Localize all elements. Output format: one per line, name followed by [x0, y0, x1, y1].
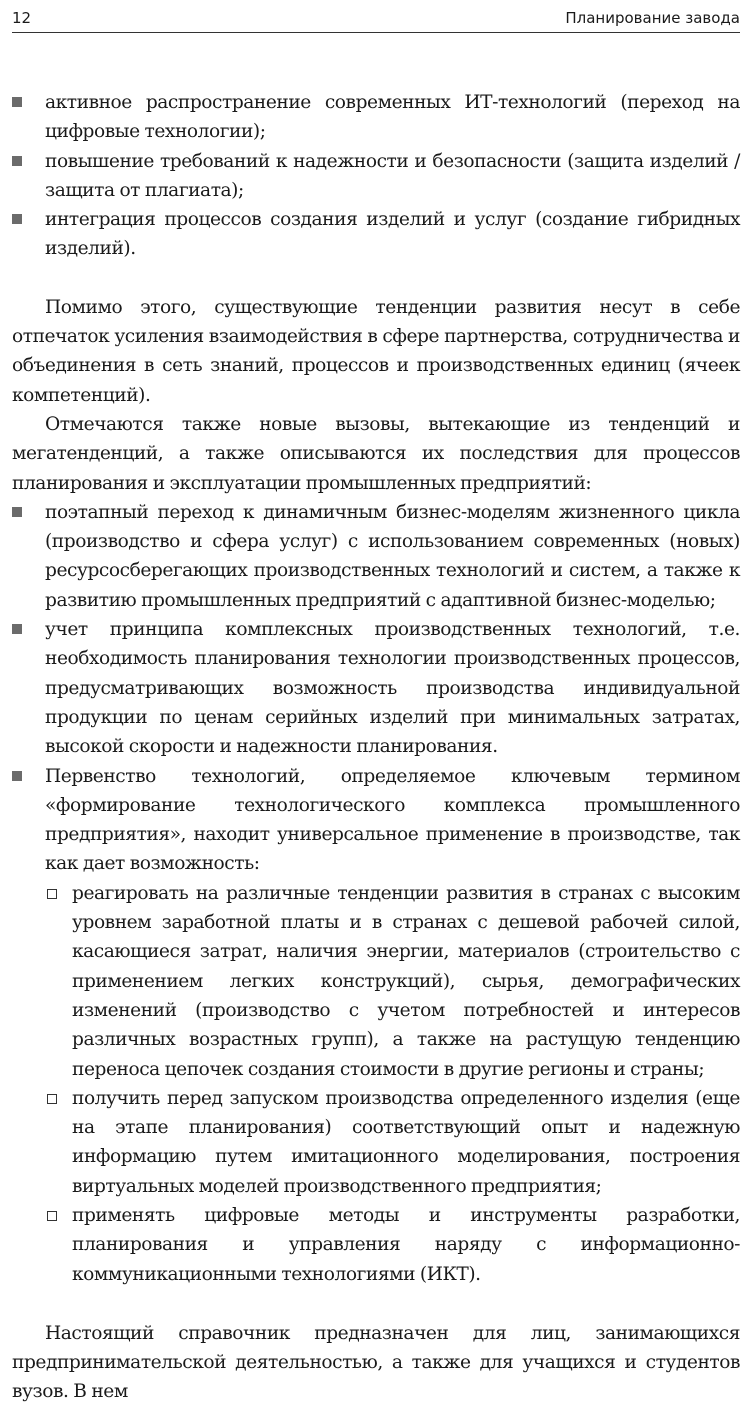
body-paragraph: Отмечаются также новые вызовы, вытекающие из тенденций и мегатенденций, а также описываются их последствия для процессов планирования и эксплуатации промышленных предприятий:	[12, 413, 740, 494]
square-bullet-icon	[12, 214, 22, 224]
list-item-text: поэтапный переход к динамичным бизнес-моделям жизненного цикла (производство и сфера услуг) с использованием современных (новых) ресурсосберегающих производственных технологий и систем, а также к развитию промышленных предприятий с адаптивной бизнес-моделью;	[45, 501, 740, 611]
running-title: Планирование завода	[565, 9, 740, 27]
list-item-text: Первенство технологий, определяемое ключевым термином «формирование технологического комплекса промышленного предприятия», находит универсальное применение в производстве, так как дает возможность:	[45, 765, 740, 875]
list-item-text: учет принципа комплексных производственных технологий, т.е. необходимость планирования технологии производственных процессов, предусматривающих возможность производства индивидуальной продукции по ценам серийных изделий при минимальных затратах, высокой скорости и надежности планирования.	[45, 619, 740, 758]
square-bullet-icon	[12, 624, 22, 634]
square-bullet-icon	[12, 97, 22, 107]
square-bullet-icon	[12, 771, 22, 781]
body-paragraph: Помимо этого, существующие тенденции развития несут в себе отпечаток усиления взаимодействия в сфере партнерства, сотрудничества и объединения в сеть знаний, процессов и производственных единиц (ячеек компетенций).	[12, 296, 740, 406]
page-number: 12	[12, 9, 32, 27]
sub-list-item-text: реагировать на различные тенденции развития в странах с высоким уровнем заработной платы и в странах с дешевой рабочей силой, касающиеся затрат, наличия энергии, материалов (строительство с применением легких конструкций), сырья, демографических изменений (производство с учетом потребностей и интересов различных возрастных групп), а также на растущую тенденцию переноса цепочек создания стоимости в другие регионы и страны;	[72, 882, 740, 1080]
page-body	[12, 88, 740, 1407]
list-item	[12, 88, 740, 147]
sub-list-item	[12, 879, 740, 1084]
list-item	[12, 615, 740, 761]
bullet-list-trends	[12, 88, 740, 264]
bullet-list-challenges	[12, 498, 740, 879]
square-bullet-icon	[12, 507, 22, 517]
sub-list-item	[12, 1201, 740, 1289]
list-item-text: повышение требований к надежности и безопасности (защита изделий / защита от плагиата);	[45, 150, 740, 201]
list-item	[12, 498, 740, 615]
list-item-text: активное распространение современных ИТ-технологий (переход на цифровые технологии);	[45, 92, 740, 143]
list-item	[12, 147, 740, 206]
list-item	[12, 762, 740, 879]
hollow-square-bullet-icon	[47, 889, 57, 899]
hollow-square-bullet-icon	[47, 1211, 57, 1221]
list-item-text: интеграция процессов создания изделий и услуг (создание гибридных изделий).	[45, 209, 740, 260]
sub-list-item	[12, 1084, 740, 1201]
sub-list-item-text: получить перед запуском производства определенного изделия (еще на этапе планирования) соответствующий опыт и надежную информацию путем имитационного моделирования, построения виртуальных моделей производственного предприятия;	[72, 1087, 740, 1197]
running-head	[12, 6, 740, 33]
hollow-square-bullet-icon	[47, 1094, 57, 1104]
list-item	[12, 205, 740, 264]
closing-paragraph: Настоящий справочник предназначен для лиц, занимающихся предпринимательской деятельностью, а также для учащихся и студентов вузов. В нем	[12, 1322, 740, 1403]
sub-list-item-text: применять цифровые методы и инструменты разработки, планирования и управления наряду с информационно-коммуникационными технологиями (ИКТ).	[72, 1204, 740, 1285]
sub-bullet-list	[12, 879, 740, 1289]
square-bullet-icon	[12, 156, 22, 166]
